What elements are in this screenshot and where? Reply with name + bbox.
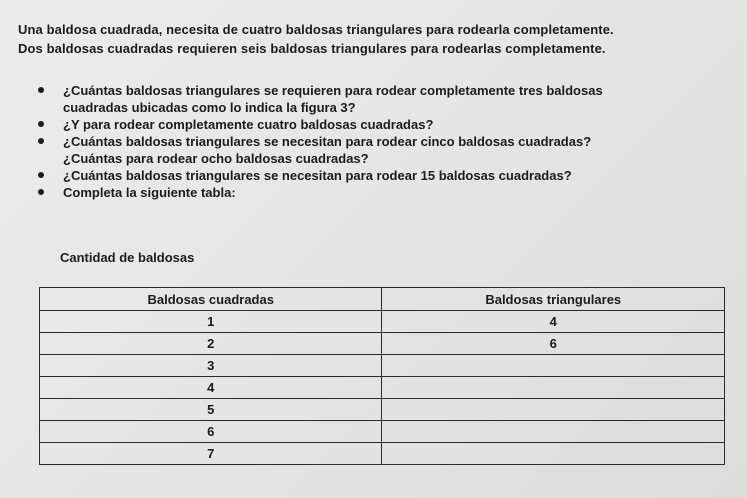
question-text: ¿Cuántas baldosas triangulares se necesitan para rodear cinco baldosas cuadradas?: [63, 134, 592, 149]
triangle-count-cell[interactable]: [382, 355, 725, 377]
bullet-icon: [38, 121, 44, 127]
tiles-table: [39, 287, 725, 465]
triangle-count-cell[interactable]: 4: [382, 311, 725, 333]
table-header-row: [40, 288, 725, 311]
triangle-count-cell[interactable]: [382, 377, 725, 399]
table-row: [40, 311, 725, 333]
question-item: [30, 167, 730, 184]
question-text: ¿Cuántas para rodear ocho baldosas cuadradas?: [63, 151, 369, 166]
table-row: [40, 421, 725, 443]
table-row: [40, 443, 725, 465]
bullet-icon: [38, 189, 44, 195]
table-row: [40, 333, 725, 355]
bullet-icon: [38, 138, 44, 144]
question-item: [30, 82, 730, 116]
question-list: [30, 82, 730, 201]
question-item: [30, 116, 730, 133]
intro-line-2: Dos baldosas cuadradas requieren seis baldosas triangulares para rodearlas completamente.: [18, 41, 606, 56]
square-count-cell: 4: [40, 377, 382, 399]
square-count-cell: 1: [40, 311, 382, 333]
triangle-count-cell[interactable]: 6: [382, 333, 725, 355]
question-text: Completa la siguiente tabla:: [63, 185, 236, 200]
question-text: ¿Cuántas baldosas triangulares se necesitan para rodear 15 baldosas cuadradas?: [63, 168, 572, 183]
table-row: [40, 377, 725, 399]
triangle-count-cell[interactable]: [382, 421, 725, 443]
bullet-icon: [38, 172, 44, 178]
question-text: ¿Cuántas baldosas triangulares se requieren para rodear completamente tres baldosas: [63, 83, 603, 98]
table-section-title: Cantidad de baldosas: [60, 250, 195, 265]
header-triangular-tiles: Baldosas triangulares: [382, 288, 725, 311]
intro-text: [18, 20, 738, 58]
question-item: [30, 184, 730, 201]
bullet-icon: [38, 87, 44, 93]
square-count-cell: 5: [40, 399, 382, 421]
square-count-cell: 2: [40, 333, 382, 355]
triangle-count-cell[interactable]: [382, 399, 725, 421]
header-square-tiles: Baldosas cuadradas: [40, 288, 382, 311]
intro-line-1: Una baldosa cuadrada, necesita de cuatro baldosas triangulares para rodearla completamente.: [18, 22, 614, 37]
triangle-count-cell[interactable]: [382, 443, 725, 465]
square-count-cell: 6: [40, 421, 382, 443]
square-count-cell: 7: [40, 443, 382, 465]
table-row: [40, 399, 725, 421]
question-text-continued: cuadradas ubicadas como lo indica la figura 3?: [63, 100, 356, 115]
question-item: [30, 150, 730, 167]
question-text: ¿Y para rodear completamente cuatro baldosas cuadradas?: [63, 117, 434, 132]
square-count-cell: 3: [40, 355, 382, 377]
question-item: [30, 133, 730, 150]
table-row: [40, 355, 725, 377]
